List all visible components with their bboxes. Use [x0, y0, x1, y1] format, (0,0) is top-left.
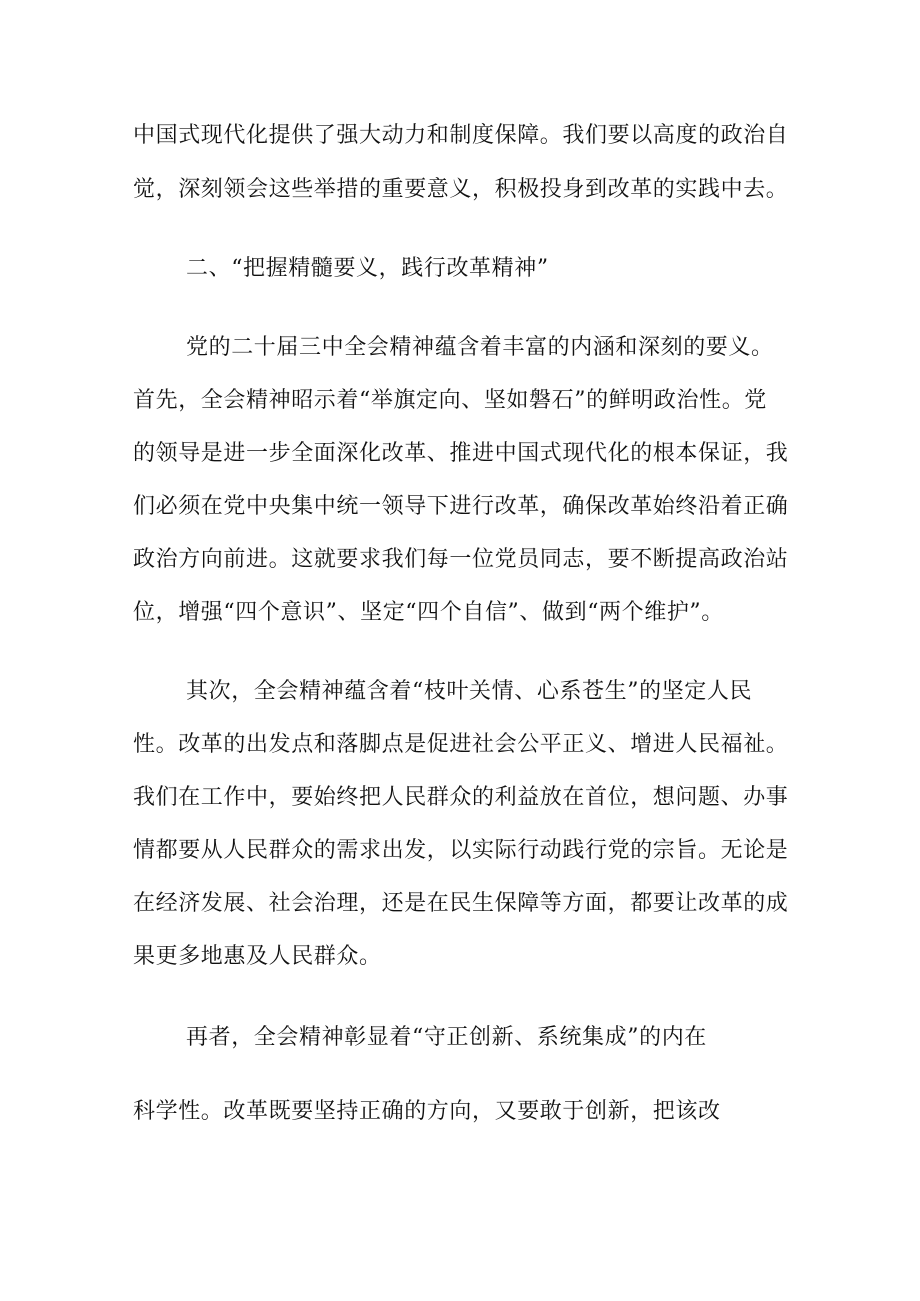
- text-line: 位，增强“四个意识”、坚定“四个自信”、做到“两个维护”。: [133, 600, 724, 625]
- text-line: 的领导是进一步全面深化改革、推进中国式现代化的根本保证，我: [133, 441, 789, 466]
- text-line: 觉，深刻领会这些举措的重要意义，积极投身到改革的实践中去。: [133, 177, 789, 202]
- text-line: 性。改革的出发点和落脚点是促进社会公平正义、增进人民福祉。: [133, 732, 789, 757]
- text-line: 情都要从人民群众的需求出发，以实际行动践行党的宗旨。无论是: [133, 838, 789, 863]
- text-line: 政治方向前进。这就要求我们每一位党员同志，要不断提高政治站: [133, 547, 789, 572]
- text-line: 再者，全会精神彰显着“守正创新、系统集成”的内在: [186, 1025, 707, 1050]
- text-line: 在经济发展、社会治理，还是在民生保障等方面，都要让改革的成: [133, 891, 789, 916]
- text-line: 党的二十届三中全会精神蕴含着丰富的内涵和深刻的要义。: [186, 335, 774, 360]
- section-heading: 二、“把握精髓要义，践行改革精神”: [186, 256, 549, 281]
- text-line: 中国式现代化提供了强大动力和制度保障。我们要以高度的政治自: [133, 123, 789, 148]
- text-line: 科学性。改革既要坚持正确的方向，又要敢于创新，把该改: [133, 1099, 721, 1124]
- text-line: 们必须在党中央集中统一领导下进行改革，确保改革始终沿着正确: [133, 494, 789, 519]
- text-line: 果更多地惠及人民群众。: [133, 944, 382, 969]
- text-line: 首先，全会精神昭示着“举旗定向、坚如磐石”的鲜明政治性。党: [133, 388, 767, 413]
- text-line: 我们在工作中，要始终把人民群众的利益放在首位，想问题、办事: [133, 785, 789, 810]
- text-line: 其次，全会精神蕴含着“枝叶关情、心系苍生”的坚定人民: [186, 679, 753, 704]
